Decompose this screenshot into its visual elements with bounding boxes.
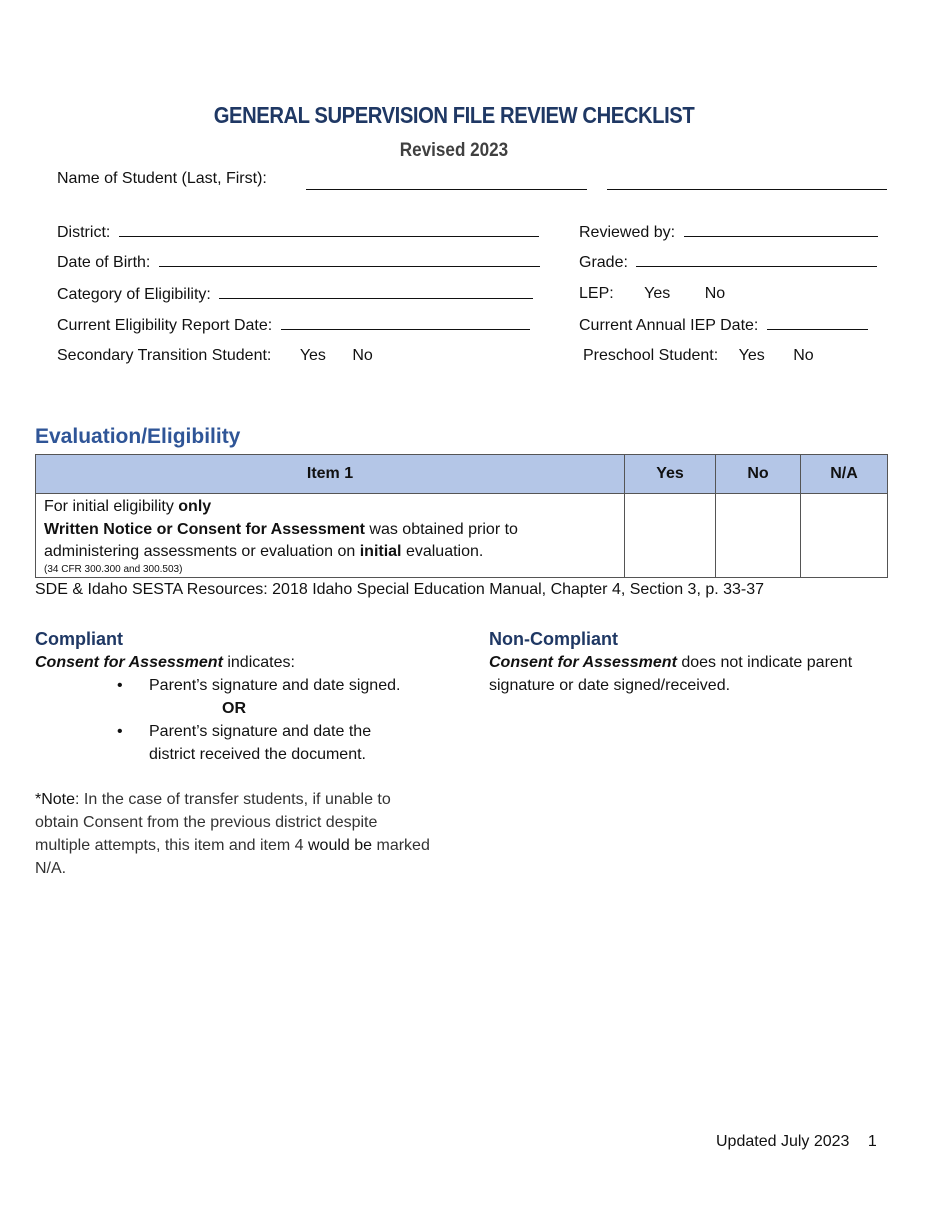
district-line[interactable]	[119, 223, 539, 237]
table-row	[36, 494, 888, 578]
item-line-2: Written Notice or Consent for Assessment was obtained prior to	[44, 520, 518, 538]
na-cell[interactable]	[801, 494, 888, 578]
transfer-note: *Note: In the case of transfer students, if unable to obtain Consent from the previous district despite multiple attempts, this item and item 4 would be marked N/A.	[35, 791, 430, 877]
eligibility-report-line[interactable]	[281, 316, 530, 330]
page-number: 1	[867, 1133, 877, 1150]
reviewed-by-line[interactable]	[684, 223, 878, 237]
preschool-label: Preschool Student:	[583, 347, 719, 364]
noncompliant-heading: Non-Compliant	[489, 629, 618, 649]
preschool-no-option[interactable]: No	[793, 347, 814, 364]
compliant-section	[35, 629, 440, 880]
noncompliant-section	[489, 629, 889, 697]
yes-cell[interactable]	[625, 494, 716, 578]
resources-text: SDE & Idaho SESTA Resources: 2018 Idaho Special Education Manual, Chapter 4, Section 3, p. 33-37	[35, 581, 765, 598]
student-name-label: Name of Student (Last, First):	[57, 170, 267, 187]
category-label: Category of Eligibility:	[57, 286, 211, 303]
list-item: • Parent’s signature and date the district received the document.	[117, 720, 387, 766]
student-first-name-line[interactable]	[607, 189, 887, 190]
item-line-3: administering assessments or evaluation on initial evaluation.	[44, 543, 484, 560]
dob-label: Date of Birth:	[57, 254, 151, 271]
header-na: N/A	[801, 455, 888, 494]
lep-label: LEP:	[579, 285, 614, 302]
annual-iep-line[interactable]	[767, 316, 868, 330]
preschool-yes-option[interactable]: Yes	[738, 347, 765, 364]
header-item: Item 1	[36, 455, 625, 494]
compliant-list-2	[117, 720, 387, 766]
annual-iep-field	[579, 316, 868, 335]
item-citation: (34 CFR 300.300 and 300.503)	[44, 563, 183, 575]
eligibility-report-field	[57, 316, 530, 335]
annual-iep-label: Current Annual IEP Date:	[579, 317, 759, 334]
table-header-row	[36, 455, 888, 494]
compliant-heading: Compliant	[35, 629, 123, 649]
header-no: No	[716, 455, 801, 494]
item-description-cell	[36, 494, 625, 578]
reviewed-by-field	[579, 223, 878, 242]
grade-line[interactable]	[636, 253, 877, 267]
compliant-intro: Consent for Assessment indicates:	[35, 654, 295, 671]
preschool-field	[583, 347, 814, 365]
lep-field	[579, 285, 725, 303]
lep-no-option[interactable]: No	[704, 285, 726, 302]
section-title: Evaluation/Eligibility	[35, 425, 241, 448]
category-field	[57, 285, 533, 304]
document-title: GENERAL SUPERVISION FILE REVIEW CHECKLIST	[213, 102, 695, 128]
lep-yes-option[interactable]: Yes	[644, 285, 671, 302]
eligibility-report-label: Current Eligibility Report Date:	[57, 317, 273, 334]
grade-field	[579, 253, 877, 272]
document-subtitle: Revised 2023	[399, 140, 509, 161]
category-line[interactable]	[219, 285, 533, 299]
no-cell[interactable]	[716, 494, 801, 578]
header-yes: Yes	[625, 455, 716, 494]
updated-date: Updated July 2023	[716, 1133, 850, 1150]
page-footer	[716, 1133, 877, 1151]
secondary-yes-option[interactable]: Yes	[299, 347, 326, 364]
noncompliant-text: Consent for Assessment does not indicate parent signature or date signed/received.	[489, 654, 853, 694]
list-item: • Parent’s signature and date signed.	[117, 674, 440, 697]
secondary-transition-label: Secondary Transition Student:	[57, 347, 272, 364]
grade-label: Grade:	[579, 254, 628, 271]
dob-field	[57, 253, 540, 272]
compliant-list	[117, 674, 440, 697]
student-last-name-line[interactable]	[306, 189, 587, 190]
dob-line[interactable]	[159, 253, 540, 267]
district-field	[57, 223, 539, 242]
secondary-no-option[interactable]: No	[352, 347, 373, 364]
item-line-1: For initial eligibility only	[44, 498, 212, 515]
reviewed-by-label: Reviewed by:	[579, 224, 676, 241]
or-text: OR	[222, 700, 246, 717]
checklist-table	[35, 454, 888, 578]
district-label: District:	[57, 224, 111, 241]
secondary-transition-field	[57, 347, 373, 365]
